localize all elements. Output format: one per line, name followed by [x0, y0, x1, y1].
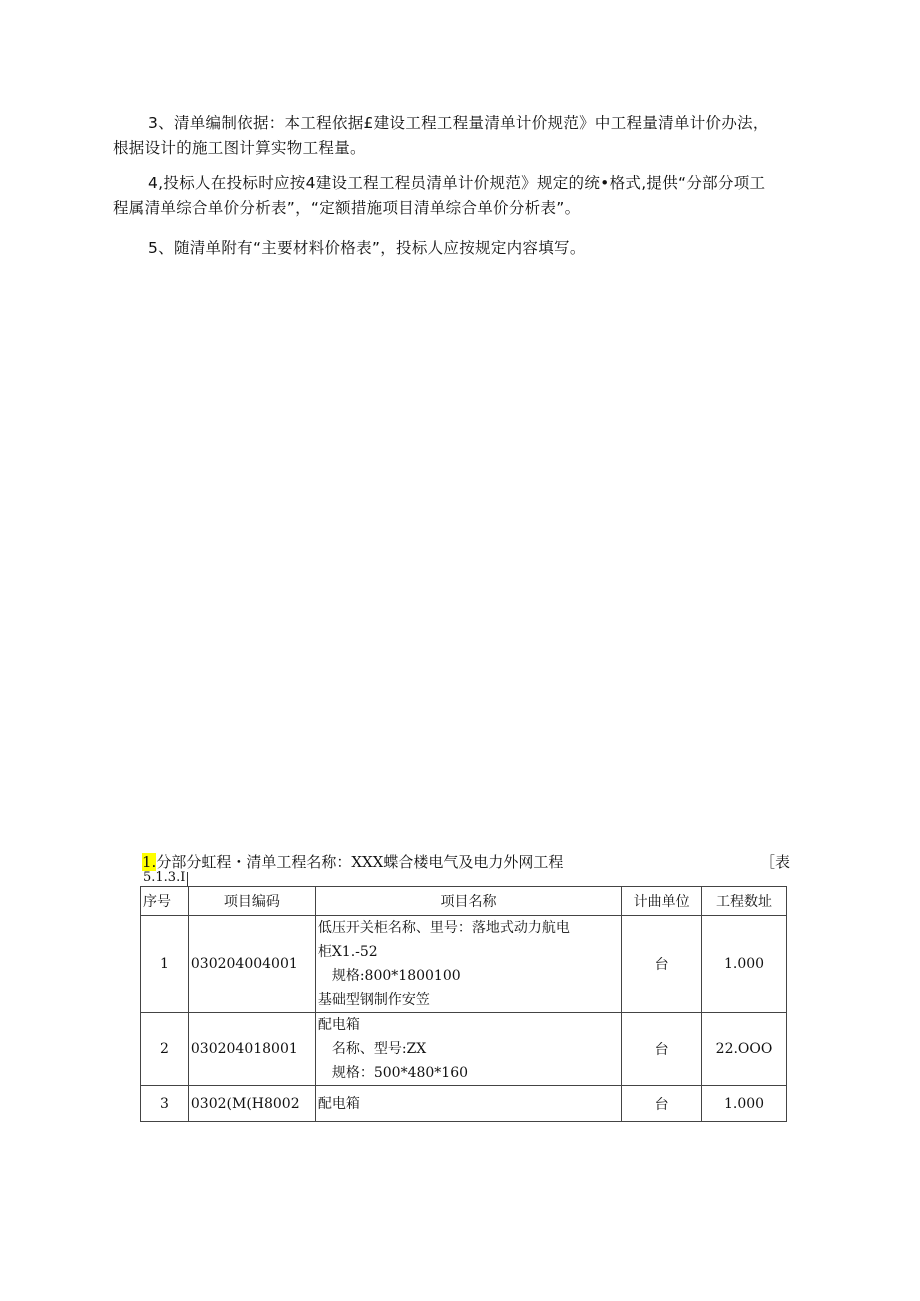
name-line: 柜X1.-52	[317, 944, 378, 960]
cell-no: 3	[141, 1086, 189, 1122]
table-row	[141, 916, 787, 1013]
cell-code: 030204018001	[188, 1013, 315, 1086]
paragraph-line: 程属清单综合单价分析表”，“定额措施项目清单综合单价分析表”。	[113, 199, 581, 217]
cell-qty: 1.000	[702, 916, 787, 1013]
paragraph-line: 3、清单编制依据：本工程依据£建设工程工程量清单计价规范》中工程量清单计价办法，	[148, 114, 769, 132]
table-header-row	[141, 887, 787, 916]
paragraph-line: 4,投标人在投标时应按4建设工程工程员清单计价规范》规定的统•格式,提供“分部分项工	[148, 174, 766, 192]
section-number: 1.	[142, 853, 157, 871]
name-line: 规格：500*480*160	[331, 1065, 469, 1081]
table-tag-number: 5.1.3.I	[143, 870, 186, 885]
name-line: 基础型钢制作安笠	[317, 992, 430, 1008]
header-code: 项目编码	[188, 887, 315, 916]
name-line: 配电箱	[317, 1017, 360, 1033]
paragraph-line: 5、随清单附有“主要材料价格表”，投标人应按规定内容填写。	[148, 239, 586, 257]
name-line: 低压开关柜名称、里号：落地式动力航电	[317, 920, 570, 936]
bill-table	[140, 886, 787, 1122]
section-title: 分部分虹程・清单工程名称：XXX蝶合楼电气及电力外网工程	[156, 853, 564, 871]
header-unit: 计曲单位	[622, 887, 702, 916]
cell-unit: 台	[622, 1013, 702, 1086]
cell-unit: 台	[622, 916, 702, 1013]
divider	[187, 872, 188, 887]
table-title	[142, 851, 563, 872]
cell-name	[315, 1013, 621, 1086]
header-qty: 工程数址	[702, 887, 787, 916]
paragraph-4	[113, 171, 803, 221]
cell-no: 1	[141, 916, 189, 1013]
cell-name	[315, 916, 621, 1013]
paragraph-3	[113, 111, 803, 161]
paragraph-line: 根据设计的施工图计算实物工程量。	[113, 139, 366, 157]
cell-unit: 台	[622, 1086, 702, 1122]
table-row	[141, 1013, 787, 1086]
name-line: 配电箱	[317, 1095, 360, 1112]
cell-no: 2	[141, 1013, 189, 1086]
cell-qty: 1.000	[702, 1086, 787, 1122]
cell-name	[315, 1086, 621, 1122]
cell-qty: 22.OOO	[702, 1013, 787, 1086]
cell-code: 030204004001	[188, 916, 315, 1013]
table-row	[141, 1086, 787, 1122]
name-line: 规格:800*1800100	[331, 968, 461, 984]
paragraph-5	[113, 236, 803, 261]
header-no: 序号	[141, 887, 189, 916]
name-line: 名称、型号:ZX	[331, 1041, 427, 1057]
cell-code: 0302(M(H8002	[188, 1086, 315, 1122]
table-tag: ［表	[760, 853, 791, 871]
header-name: 项目名称	[315, 887, 621, 916]
